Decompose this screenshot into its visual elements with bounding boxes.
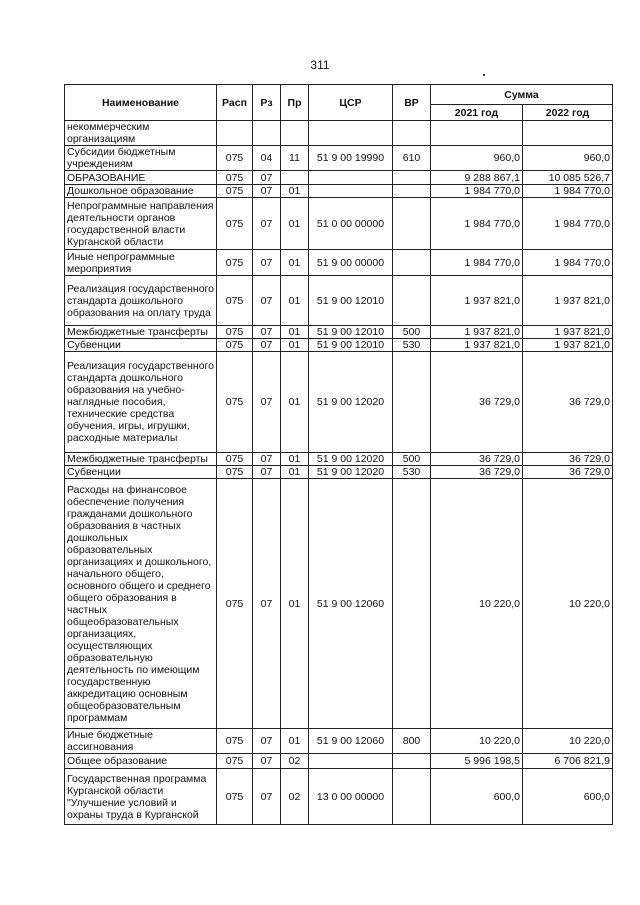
row-rasp: 075 (217, 146, 253, 171)
row-sum-2021: 9 288 867,1 (431, 171, 523, 185)
row-rasp: 075 (217, 326, 253, 339)
row-vr: 610 (393, 146, 431, 171)
row-rz: 07 (253, 466, 281, 479)
row-rz: 07 (253, 479, 281, 729)
row-csr: 51 9 00 12010 (309, 276, 393, 326)
header-rasp: Расп (217, 85, 253, 121)
row-sum-2022: 36 729,0 (523, 352, 613, 453)
row-rasp: 075 (217, 453, 253, 466)
table-row (65, 339, 613, 352)
row-vr (393, 754, 431, 769)
table-row (65, 466, 613, 479)
row-sum-2022: 10 220,0 (523, 729, 613, 754)
row-name: Субсидии бюджетным учреждениям (65, 146, 217, 171)
row-rasp: 075 (217, 352, 253, 453)
row-pr: 01 (281, 198, 309, 250)
row-name: Общее образование (65, 754, 217, 769)
row-sum-2022: 1 984 770,0 (523, 198, 613, 250)
table-row (65, 198, 613, 250)
row-pr: 11 (281, 146, 309, 171)
row-vr: 530 (393, 466, 431, 479)
row-sum-2021: 1 984 770,0 (431, 250, 523, 276)
row-name: Межбюджетные трансферты (65, 453, 217, 466)
header-csr: ЦСР (309, 85, 393, 121)
row-name: некоммерческим организациям (65, 121, 217, 146)
table-row (65, 479, 613, 729)
row-sum-2022: 1 937 821,0 (523, 326, 613, 339)
row-csr (309, 121, 393, 146)
scan-dot (483, 74, 485, 76)
row-pr: 01 (281, 185, 309, 198)
row-vr (393, 121, 431, 146)
row-csr: 13 0 00 00000 (309, 769, 393, 825)
header-name: Наименование (65, 85, 217, 121)
header-pr: Пр (281, 85, 309, 121)
row-vr (393, 479, 431, 729)
row-pr: 01 (281, 352, 309, 453)
row-name: Расходы на финансовое обеспечение получения гражданами дошкольного образования в частных дошкольных образовательных организациях и дошкольного, начального общего, основного общего и среднего общего образования в частных общеобразовательных организациях, осуществляющих образовательную деятельность по имеющим государственную аккредитацию основным общеобразовательным программам (65, 479, 217, 729)
row-name: Государственная программа Курганской области "Улучшение условий и охраны труда в Курганской (65, 769, 217, 825)
row-rz: 07 (253, 171, 281, 185)
row-sum-2021: 960,0 (431, 146, 523, 171)
row-pr: 01 (281, 729, 309, 754)
row-csr: 51 0 00 00000 (309, 198, 393, 250)
row-pr: 01 (281, 326, 309, 339)
row-pr (281, 171, 309, 185)
row-sum-2022: 1 984 770,0 (523, 185, 613, 198)
row-pr (281, 121, 309, 146)
row-rasp: 075 (217, 250, 253, 276)
row-rasp: 075 (217, 729, 253, 754)
row-csr: 51 9 00 12060 (309, 729, 393, 754)
row-sum-2021: 10 220,0 (431, 479, 523, 729)
row-sum-2021: 1 984 770,0 (431, 185, 523, 198)
row-name: Межбюджетные трансферты (65, 326, 217, 339)
table-row (65, 769, 613, 825)
row-vr (393, 352, 431, 453)
row-csr: 51 9 00 12010 (309, 339, 393, 352)
row-vr (393, 769, 431, 825)
row-csr: 51 9 00 12020 (309, 466, 393, 479)
row-vr (393, 198, 431, 250)
row-rasp: 075 (217, 198, 253, 250)
row-rz: 07 (253, 453, 281, 466)
header-rz: Рз (253, 85, 281, 121)
row-rz: 04 (253, 146, 281, 171)
row-pr: 01 (281, 276, 309, 326)
row-rasp (217, 121, 253, 146)
row-sum-2021 (431, 121, 523, 146)
row-pr: 02 (281, 754, 309, 769)
row-rz: 07 (253, 185, 281, 198)
header-year-2021: 2021 год (431, 105, 523, 121)
row-sum-2021: 36 729,0 (431, 466, 523, 479)
row-csr: 51 9 00 12060 (309, 479, 393, 729)
row-csr: 51 9 00 12010 (309, 326, 393, 339)
row-sum-2021: 1 937 821,0 (431, 276, 523, 326)
row-sum-2022: 600,0 (523, 769, 613, 825)
row-rz (253, 121, 281, 146)
row-csr: 51 9 00 12020 (309, 352, 393, 453)
row-rasp: 075 (217, 339, 253, 352)
row-sum-2022: 36 729,0 (523, 466, 613, 479)
row-vr: 500 (393, 326, 431, 339)
row-rz: 07 (253, 352, 281, 453)
row-sum-2021: 1 984 770,0 (431, 198, 523, 250)
row-pr: 01 (281, 466, 309, 479)
row-pr: 01 (281, 479, 309, 729)
row-sum-2021: 36 729,0 (431, 352, 523, 453)
row-vr (393, 276, 431, 326)
row-rasp: 075 (217, 754, 253, 769)
row-rasp: 075 (217, 276, 253, 326)
row-rz: 07 (253, 769, 281, 825)
row-rz: 07 (253, 754, 281, 769)
row-sum-2022: 960,0 (523, 146, 613, 171)
row-csr (309, 185, 393, 198)
row-name: Реализация государственного стандарта дошкольного образования на учебно-наглядные пособия, технические средства обучения, игры, игрушки, расходные материалы (65, 352, 217, 453)
row-sum-2021: 600,0 (431, 769, 523, 825)
header-sum: Сумма (431, 85, 613, 105)
row-sum-2022: 6 706 821,9 (523, 754, 613, 769)
row-csr: 51 9 00 19990 (309, 146, 393, 171)
table-row (65, 276, 613, 326)
row-sum-2021: 1 937 821,0 (431, 326, 523, 339)
row-name: Субвенции (65, 339, 217, 352)
row-rz: 07 (253, 198, 281, 250)
row-vr (393, 250, 431, 276)
header-vr: ВР (393, 85, 431, 121)
row-rasp: 075 (217, 185, 253, 198)
row-rz: 07 (253, 729, 281, 754)
table-row (65, 250, 613, 276)
row-pr: 01 (281, 339, 309, 352)
row-name: Субвенции (65, 466, 217, 479)
table-row (65, 326, 613, 339)
row-name: ОБРАЗОВАНИЕ (65, 171, 217, 185)
row-name: Реализация государственного стандарта дошкольного образования на оплату труда (65, 276, 217, 326)
table-row (65, 121, 613, 146)
row-pr: 01 (281, 453, 309, 466)
page-number: 311 (310, 58, 330, 72)
row-vr: 800 (393, 729, 431, 754)
row-rz: 07 (253, 339, 281, 352)
row-sum-2022: 1 937 821,0 (523, 339, 613, 352)
row-rz: 07 (253, 250, 281, 276)
row-pr: 01 (281, 250, 309, 276)
row-name: Иные бюджетные ассигнования (65, 729, 217, 754)
table-row (65, 185, 613, 198)
row-vr: 500 (393, 453, 431, 466)
row-name: Дошкольное образование (65, 185, 217, 198)
table-row (65, 171, 613, 185)
row-sum-2021: 36 729,0 (431, 453, 523, 466)
header-year-2022: 2022 год (523, 105, 613, 121)
row-sum-2021: 1 937 821,0 (431, 339, 523, 352)
row-sum-2022: 10 085 526,7 (523, 171, 613, 185)
row-sum-2021: 5 996 198,5 (431, 754, 523, 769)
row-name: Непрограммные направления деятельности органов государственной власти Курганской области (65, 198, 217, 250)
table-row (65, 146, 613, 171)
row-sum-2022: 1 984 770,0 (523, 250, 613, 276)
row-sum-2022: 10 220,0 (523, 479, 613, 729)
row-sum-2022: 36 729,0 (523, 453, 613, 466)
budget-table (64, 84, 613, 825)
table-row (65, 754, 613, 769)
row-sum-2021: 10 220,0 (431, 729, 523, 754)
row-name: Иные непрограммные мероприятия (65, 250, 217, 276)
row-csr (309, 754, 393, 769)
row-pr: 02 (281, 769, 309, 825)
row-rasp: 075 (217, 479, 253, 729)
row-csr (309, 171, 393, 185)
row-sum-2022: 1 937 821,0 (523, 276, 613, 326)
row-rasp: 075 (217, 171, 253, 185)
row-rz: 07 (253, 326, 281, 339)
row-csr: 51 9 00 12020 (309, 453, 393, 466)
row-rz: 07 (253, 276, 281, 326)
row-vr (393, 171, 431, 185)
row-rasp: 075 (217, 769, 253, 825)
row-vr (393, 185, 431, 198)
row-rasp: 075 (217, 466, 253, 479)
row-vr: 530 (393, 339, 431, 352)
row-sum-2022 (523, 121, 613, 146)
table-row (65, 729, 613, 754)
table-row (65, 352, 613, 453)
row-csr: 51 9 00 00000 (309, 250, 393, 276)
table-row (65, 453, 613, 466)
